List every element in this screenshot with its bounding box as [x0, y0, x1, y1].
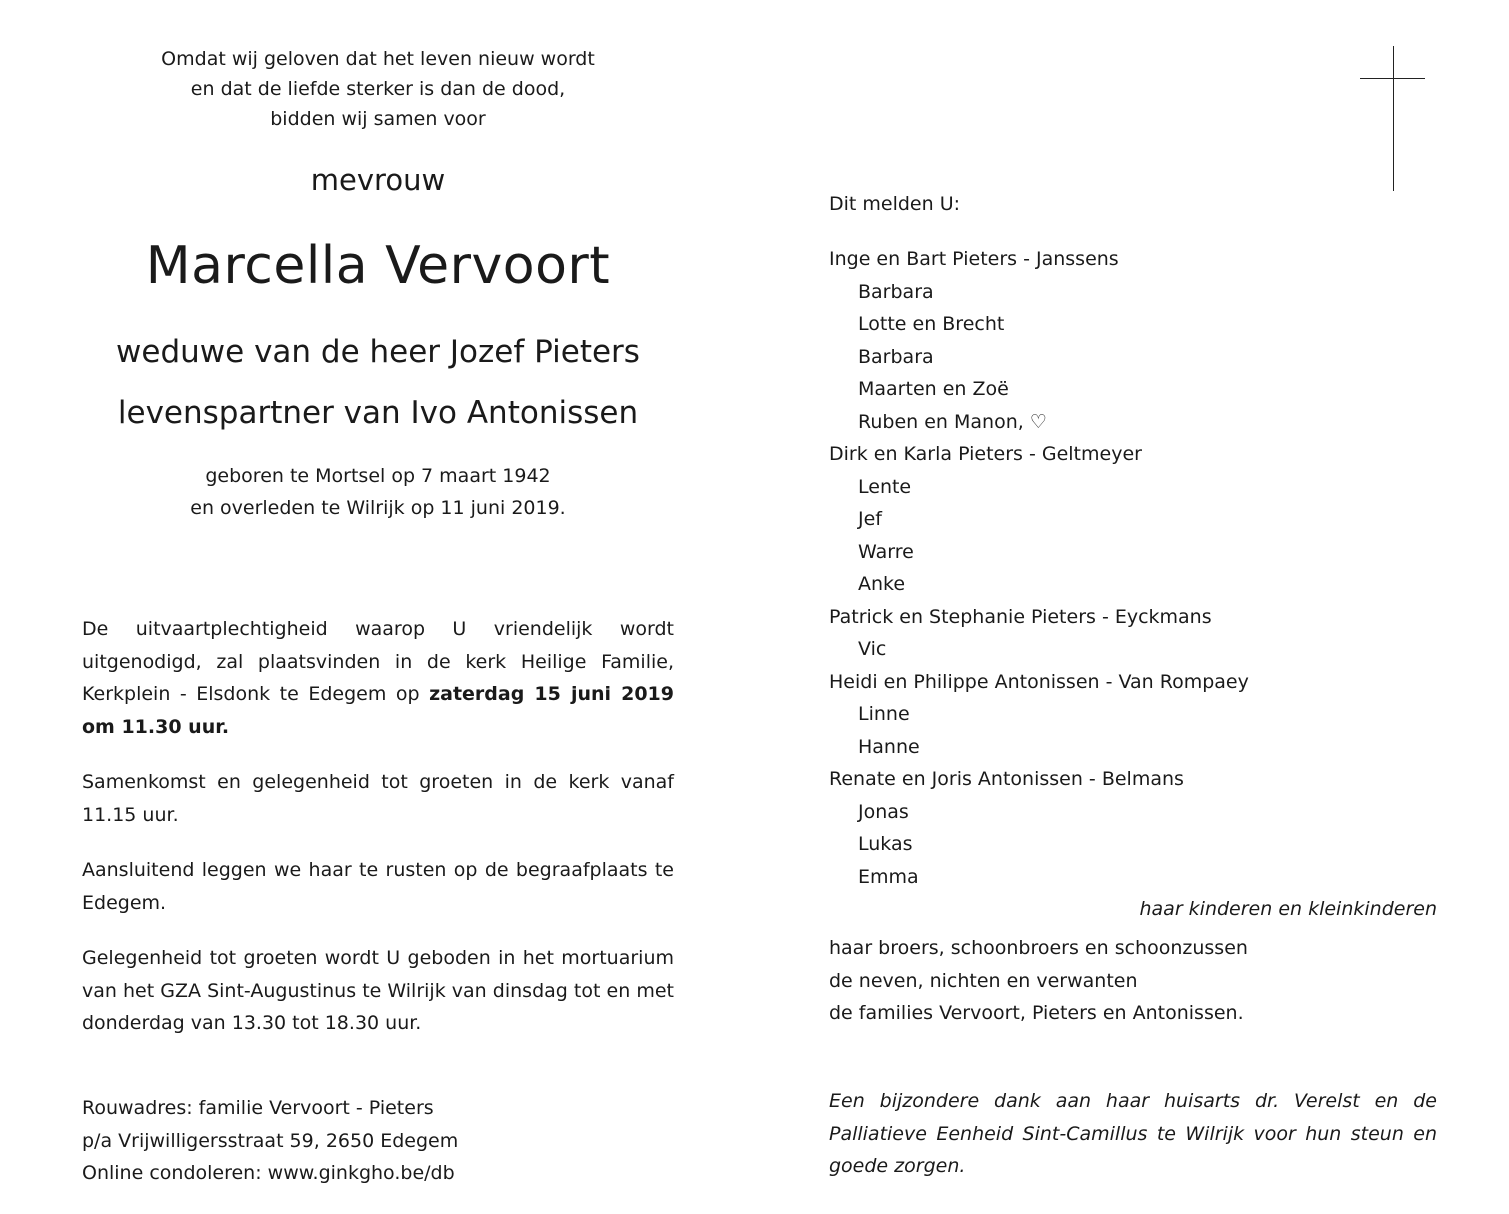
poem-line: en dat de liefde sterker is dan de dood, — [190, 78, 566, 100]
cross-icon — [1393, 46, 1394, 191]
burial-paragraph: Aansluitend leggen we haar te rusten op de begraafplaats te Edegem. — [82, 859, 674, 914]
grandchild-entry: Warre — [858, 540, 914, 563]
ceremony-date: zaterdag 15 juni 2019 om 11.30 uur. — [82, 683, 674, 738]
ceremony-text: De uitvaartplechtigheid waarop U vriendelijk wordt uitgenodigd, zal plaatsvinden in de kerk Heilige Familie, Kerkplein - Elsdonk te Edegem op — [82, 618, 674, 705]
child-family-entry: Patrick en Stephanie Pieters - Eyckmans — [829, 605, 1212, 628]
mourning-address — [82, 1092, 682, 1190]
child-family-entry: Renate en Joris Antonissen - Belmans — [829, 768, 1184, 790]
grandchild-entry: Jef — [858, 508, 882, 530]
relation-partner: levenspartner van Ivo Antonissen — [117, 395, 639, 431]
child-family-entry: Heidi en Philippe Antonissen - Van Rompaey — [829, 670, 1249, 693]
death-line: en overleden te Wilrijk op 11 juni 2019. — [190, 497, 566, 519]
announcement-intro: Dit melden U: — [829, 193, 961, 215]
family-signoff: haar kinderen en kleinkinderen — [1139, 898, 1437, 920]
child-family-entry: Dirk en Karla Pieters - Geltmeyer — [829, 443, 1142, 465]
relation-widow: weduwe van de heer Jozef Pieters — [116, 334, 640, 370]
cross-icon-bar — [1360, 78, 1425, 79]
relatives-line: de families Vervoort, Pieters en Antonissen. — [829, 1002, 1244, 1024]
opening-poem — [82, 44, 674, 134]
grandchild-entry: Anke — [858, 573, 906, 595]
grandchild-entry: Maarten en Zoë — [858, 378, 1009, 400]
grandchild-entry: Lente — [858, 475, 912, 498]
life-dates — [82, 460, 674, 524]
grandchild-entry: Barbara — [858, 345, 934, 368]
grandchild-entry: Linne — [858, 703, 910, 725]
grandchild-entry: Ruben en Manon, ♡ — [858, 410, 1047, 433]
relatives-line: haar broers, schoonbroers en schoonzussen — [829, 937, 1248, 959]
grandchild-entry: Emma — [858, 865, 919, 888]
relatives-list — [829, 932, 1437, 1030]
poem-line: bidden wij samen voor — [270, 108, 486, 130]
family-list — [829, 243, 1437, 893]
poem-line: Omdat wij geloven dat het leven nieuw wordt — [161, 48, 595, 70]
grandchild-entry: Jonas — [858, 800, 909, 823]
address-line: p/a Vrijwilligersstraat 59, 2650 Edegem — [82, 1129, 459, 1152]
gathering-paragraph: Samenkomst en gelegenheid tot groeten in de kerk vanaf 11.15 uur. — [82, 771, 674, 826]
thanks-paragraph: Een bijzondere dank aan haar huisarts dr. Verelst en de Palliatieve Eenheid Sint-Camillus te Wilrijk voor hun steun en goede zorgen. — [829, 1090, 1437, 1177]
grandchild-entry: Hanne — [858, 735, 920, 758]
salutation: mevrouw — [310, 163, 446, 197]
grandchild-entry: Lotte en Brecht — [858, 313, 1005, 335]
grandchild-entry: Lukas — [858, 833, 913, 855]
deceased-name: Marcella Vervoort — [145, 236, 611, 296]
condolence-link[interactable]: Online condoleren: www.ginkgho.be/db — [82, 1162, 455, 1184]
child-family-entry: Inge en Bart Pieters - Janssens — [829, 248, 1119, 270]
birth-line: geboren te Mortsel op 7 maart 1942 — [205, 465, 551, 487]
relatives-line: de neven, nichten en verwanten — [829, 969, 1138, 992]
grandchild-entry: Barbara — [858, 280, 934, 303]
viewing-paragraph: Gelegenheid tot groeten wordt U geboden in het mortuarium van het GZA Sint-Augustinus te Wilrijk van dinsdag tot en met donderdag van 13.30 tot 18.30 uur. — [82, 947, 674, 1034]
grandchild-entry: Vic — [858, 638, 887, 660]
ceremony-paragraph — [82, 613, 674, 743]
address-line: Rouwadres: familie Vervoort - Pieters — [82, 1097, 434, 1119]
